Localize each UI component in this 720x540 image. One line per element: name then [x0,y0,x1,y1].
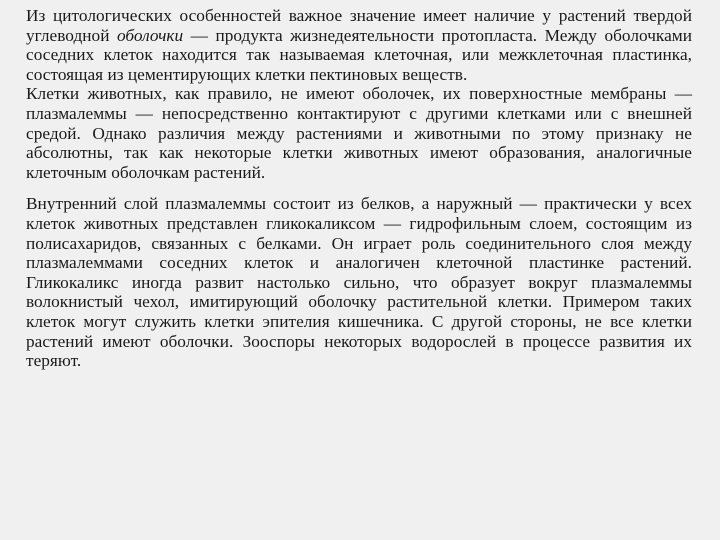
paragraph-glycocalyx: Внутренний слой плазмалеммы состоит из белков, а наружный — практически у всех клеток животных представлен гликокаликсом — гидрофильным слоем, состоящим из полисахаридов, связанных с белками. Он играет роль соединительного слоя между плазмалеммами соседних клеток и аналогичен клеточной пластинке растений. Гликокаликс иногда развит настолько сильно, что образует вокруг плазмалеммы волокнистый чехол, имитирующий оболочку растительной клетки. Примером таких клеток могут служить клетки эпителия кишечника. С другой стороны, не все клетки растений имеют оболочки. Зооспоры некоторых водорослей в процессе развития их теряют. [26,194,692,371]
paragraph-plant-cell-wall [26,6,692,84]
paragraph-1-italic-term: оболочки [116,25,184,45]
paragraph-animal-cells: Клетки животных, как правило, не имеют оболочек, их поверхностные мембраны — плазмалеммы — непосредственно контактируют с другими клетками или с внешней средой. Однако различия между растениями и животными по этому признаку не абсолютны, так как некоторые клетки животных имеют образования, аналогичные клеточным оболочкам растений. [26,84,692,182]
paragraph-1-text-a: Из цитологических особенностей важное значение имеет наличие у растений твердой углеводной [26,6,692,45]
text-body [26,6,692,371]
paragraph-1-text-b: — продукта жизнедеятельности протопласта. Между оболочками соседних клеток находится так называемая клеточная, или межклеточная пластинка, состоящая из цементирующих клетки пектиновых веществ. [26,25,692,84]
